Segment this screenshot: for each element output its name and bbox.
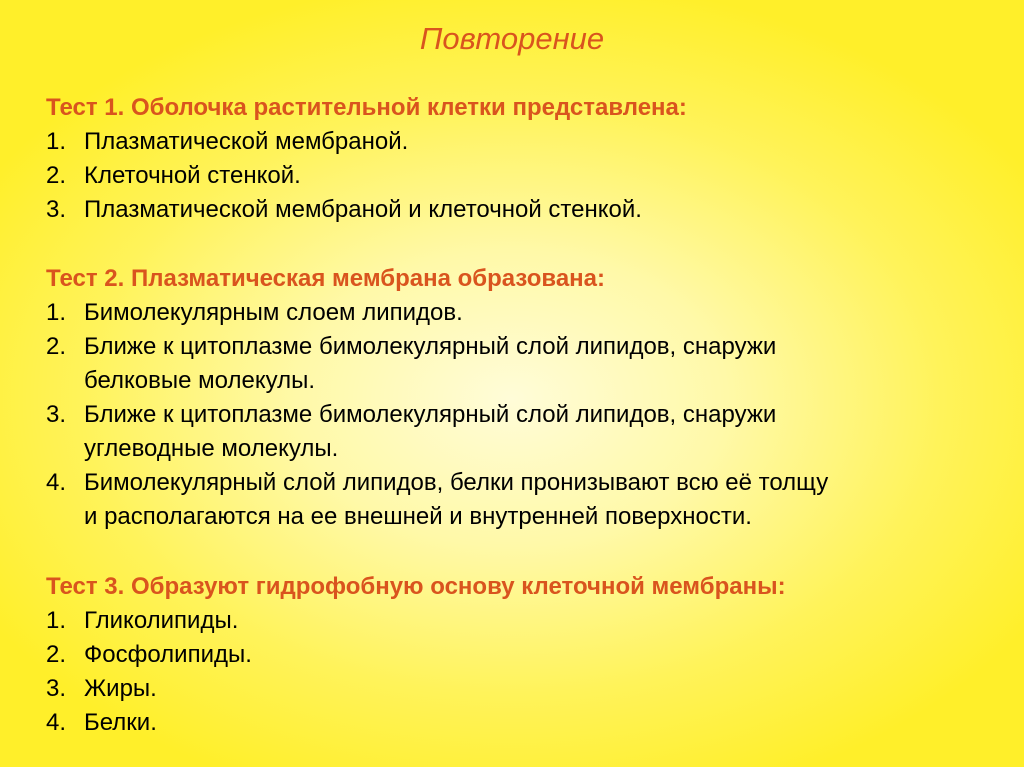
test-3-answer-1: [46, 604, 1006, 638]
test-2-block: [46, 262, 1006, 534]
answer-number: 1.: [46, 607, 67, 634]
answer-text-line-2: углеводные молекулы.: [84, 435, 339, 462]
answer-text-line-1: Ближе к цитоплазме бимолекулярный слой липидов, снаружи: [84, 333, 777, 360]
test-1-block: [46, 91, 1006, 227]
test-2-answer-1: [46, 296, 1006, 330]
test-2-answer-3: [46, 398, 1006, 466]
answer-number: 3.: [46, 401, 67, 428]
answer-number: 3.: [46, 675, 67, 702]
answer-number: 2.: [46, 333, 67, 360]
answer-text-line-1: Ближе к цитоплазме бимолекулярный слой липидов, снаружи: [84, 401, 777, 428]
test-1-title: Тест 1. Оболочка растительной клетки представлена:: [46, 94, 687, 121]
answer-text: Фосфолипиды.: [84, 641, 252, 668]
answer-text: Плазматической мембраной и клеточной стенкой.: [84, 196, 642, 223]
test-3-answer-2: [46, 638, 1006, 672]
test-3-title: Тест 3. Образуют гидрофобную основу клеточной мембраны:: [46, 573, 786, 600]
test-1-answer-1: [46, 125, 1006, 159]
answer-text: Бимолекулярным слоем липидов.: [84, 299, 463, 326]
answer-text-line-2: и располагаются на ее внешней и внутренней поверхности.: [84, 503, 752, 530]
answer-text: Жиры.: [84, 675, 157, 702]
answer-text: Гликолипиды.: [84, 607, 239, 634]
test-3-block: [46, 570, 1006, 740]
test-1-answer-3: [46, 193, 1006, 227]
answer-text: Клеточной стенкой.: [84, 162, 301, 189]
answer-text: Плазматической мембраной.: [84, 128, 409, 155]
test-2-title: Тест 2. Плазматическая мембрана образована:: [46, 265, 606, 292]
answer-number: 2.: [46, 162, 67, 189]
answer-number: 4.: [46, 469, 67, 496]
answer-text-line-2: белковые молекулы.: [84, 367, 315, 394]
answer-text: Белки.: [84, 709, 157, 736]
test-2-answer-2: [46, 330, 1006, 398]
answer-number: 1.: [46, 128, 67, 155]
answer-number: 4.: [46, 709, 67, 736]
test-2-answer-4: [46, 466, 1006, 534]
answer-number: 3.: [46, 196, 67, 223]
test-1-answer-2: [46, 159, 1006, 193]
slide-title: Повторение: [419, 21, 605, 56]
test-3-answer-4: [46, 706, 1006, 740]
answer-number: 2.: [46, 641, 67, 668]
answer-text-line-1: Бимолекулярный слой липидов, белки пронизывают всю её толщу: [84, 469, 829, 496]
answer-number: 1.: [46, 299, 67, 326]
test-3-answer-3: [46, 672, 1006, 706]
